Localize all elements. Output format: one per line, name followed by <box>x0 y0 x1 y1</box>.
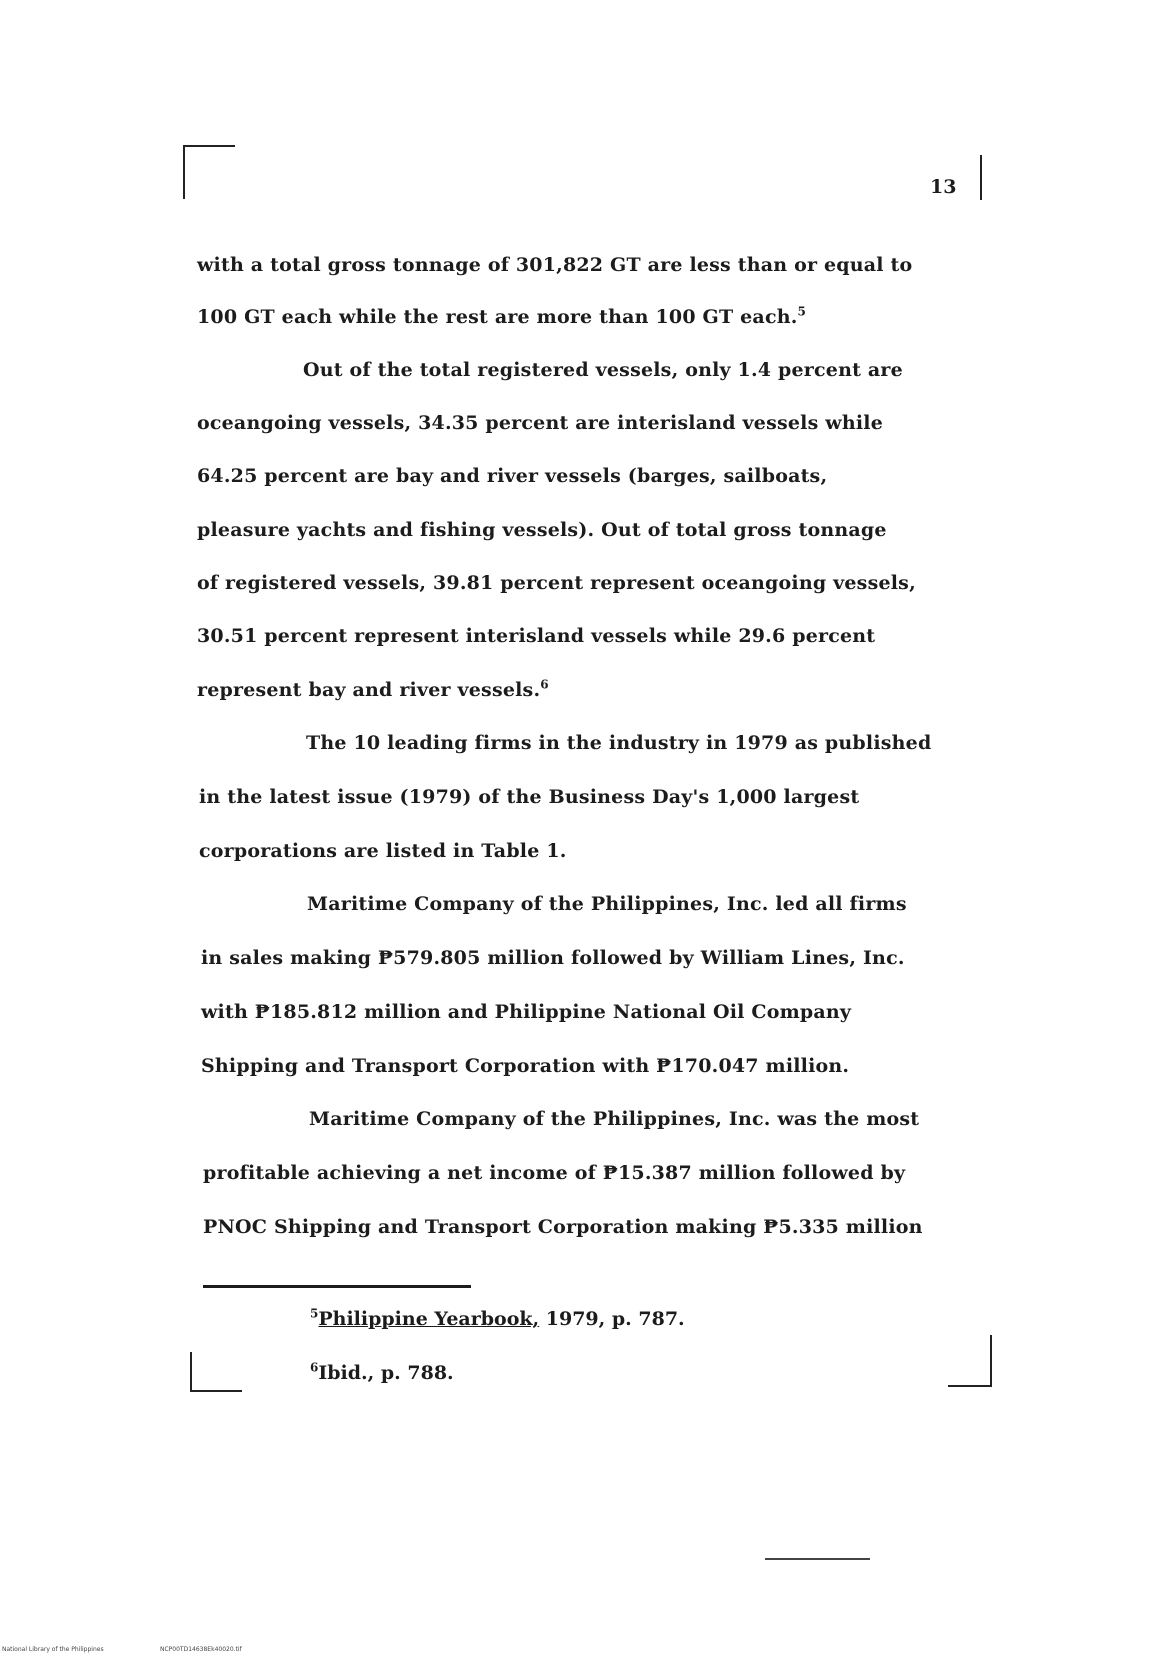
text-line: Out of the total registered vessels, only 1.4 percent are <box>303 359 903 381</box>
text-line: The 10 leading firms in the industry in 1979 as published <box>306 732 932 754</box>
text-line: 64.25 percent are bay and river vessels (barges, sailboats, <box>197 465 828 487</box>
text-line: of registered vessels, 39.81 percent represent oceangoing vessels, <box>197 572 916 594</box>
text-line: profitable achieving a net income of ₱15.387 million followed by <box>203 1162 906 1184</box>
text-line: Shipping and Transport Corporation with ₱170.047 million. <box>201 1055 850 1077</box>
crop-mark-top-right <box>955 155 982 200</box>
page-number: 13 <box>930 176 957 198</box>
footnote-ref: 5 <box>797 304 807 319</box>
bottom-rule <box>765 1558 870 1560</box>
text-line: oceangoing vessels, 34.35 percent are interisland vessels while <box>197 412 883 434</box>
text-line: 100 GT each while the rest are more than 100 GT each.$^5$ <box>197 304 807 328</box>
text-line: with ₱185.812 million and Philippine National Oil Company <box>201 1001 852 1023</box>
text-line: Maritime Company of the Philippines, Inc. led all firms <box>307 893 907 915</box>
footer-file-name: NCP00TD14638Ek40020.tif <box>160 1646 242 1653</box>
crop-mark-bottom-right <box>948 1335 992 1387</box>
footnote-separator <box>203 1285 471 1288</box>
text-line: represent bay and river vessels.$^6$ <box>197 677 549 701</box>
text-line: 30.51 percent represent interisland vessels while 29.6 percent <box>197 625 876 647</box>
footnote-5: $^5$Philippine Yearbook, 1979, p. 787. <box>310 1306 685 1330</box>
text-line: pleasure yachts and fishing vessels). Out of total gross tonnage <box>197 519 887 541</box>
text-line: in sales making ₱579.805 million followed by William Lines, Inc. <box>201 947 905 969</box>
text-line: corporations are listed in Table 1. <box>199 840 567 862</box>
crop-mark-bottom-left <box>190 1352 242 1392</box>
crop-mark-top-left <box>183 145 235 199</box>
text-line: with a total gross tonnage of 301,822 GT are less than or equal to <box>197 254 913 276</box>
footnote-ref: 6 <box>540 677 549 692</box>
text-line: Maritime Company of the Philippines, Inc. was the most <box>309 1108 920 1130</box>
text-line: PNOC Shipping and Transport Corporation making ₱5.335 million <box>203 1216 923 1238</box>
text-line: in the latest issue (1979) of the Business Day's 1,000 largest <box>199 786 860 808</box>
footnote-6: $^6$Ibid., p. 788. <box>310 1360 454 1384</box>
footer-library-label: National Library of the Philippines <box>2 1646 104 1653</box>
footnote-title: Philippine Yearbook, <box>318 1308 540 1330</box>
